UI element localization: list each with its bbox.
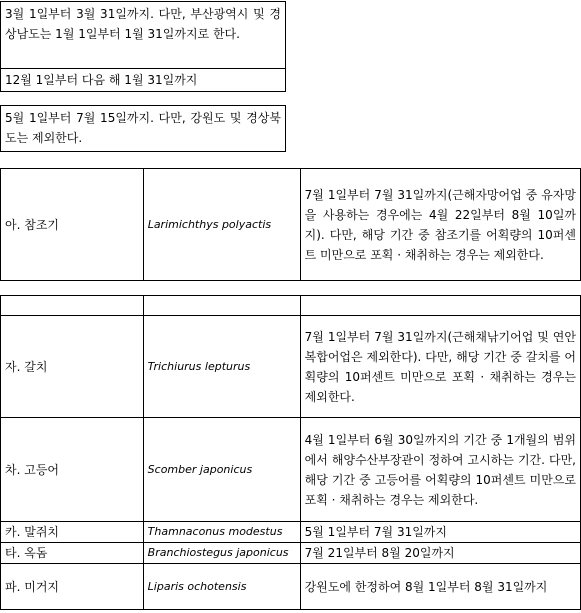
period-box-3 <box>0 105 286 152</box>
blank-cell <box>300 296 580 316</box>
closed-period: 5월 1일부터 7월 31일까지 <box>300 522 580 543</box>
period-text: 5월 1일부터 7월 15일까지. 다만, 강원도 및 경상북도는 제외한다. <box>5 111 281 145</box>
scientific-name: Thamnaconus modestus <box>143 522 300 543</box>
species-name: 타. 옥돔 <box>1 543 144 564</box>
table-row <box>1 418 581 522</box>
species-table-1 <box>0 168 581 281</box>
blank-cell <box>1 296 144 316</box>
scientific-name: Branchiostegus japonicus <box>143 543 300 564</box>
closed-period: 7월 21일부터 8월 20일까지 <box>300 543 580 564</box>
species-name: 파. 미거지 <box>1 564 144 610</box>
scientific-name: Liparis ochotensis <box>143 564 300 610</box>
closed-period: 7월 1일부터 7월 31일까지(근해채낚기어업 및 연안복합어업은 제외한다). 다만, 해당 기간 중 갈치를 어획량의 10퍼센트 미만으로 포획 · 채취하는 경우는 제외한다. <box>300 316 580 418</box>
table-row <box>1 169 581 281</box>
species-name: 자. 갈치 <box>1 316 144 418</box>
period-text: 12월 1일부터 다음 해 1월 31일까지 <box>5 73 198 87</box>
scientific-name: Scomber japonicus <box>143 418 300 522</box>
table-row <box>1 296 581 316</box>
closed-period: 4월 1일부터 6월 30일까지의 기간 중 1개월의 범위에서 해양수산부장관이 정하여 고시하는 기간. 다만, 해당 기간 중 고등어를 어획량의 10퍼센트 미만으로 포획 · 채취하는 경우는 제외한다. <box>300 418 580 522</box>
species-name: 아. 참조기 <box>1 169 144 281</box>
scientific-name: Larimichthys polyactis <box>143 169 300 281</box>
species-name: 카. 말쥐치 <box>1 522 144 543</box>
table-row <box>1 316 581 418</box>
blank-cell <box>143 296 300 316</box>
table-row <box>1 564 581 610</box>
table-row <box>1 543 581 564</box>
closed-period: 7월 1일부터 7월 31일까지(근해자망어업 중 유자망을 사용하는 경우에는 4월 22일부터 8월 10일까지). 다만, 해당 기간 중 참조기를 어획량의 10퍼센트 미만으로 포획 · 채취하는 경우는 제외한다. <box>300 169 580 281</box>
table-row <box>1 522 581 543</box>
period-text: 3월 1일부터 3월 31일까지. 다만, 부산광역시 및 경상남도는 1월 1일부터 1월 31일까지로 한다. <box>5 7 281 41</box>
period-box-1 <box>0 1 286 69</box>
closed-period: 강원도에 한정하여 8월 1일부터 8월 31일까지 <box>300 564 580 610</box>
species-name: 차. 고등어 <box>1 418 144 522</box>
period-box-2 <box>0 68 286 92</box>
species-table-2 <box>0 295 581 610</box>
scientific-name: Trichiurus lepturus <box>143 316 300 418</box>
